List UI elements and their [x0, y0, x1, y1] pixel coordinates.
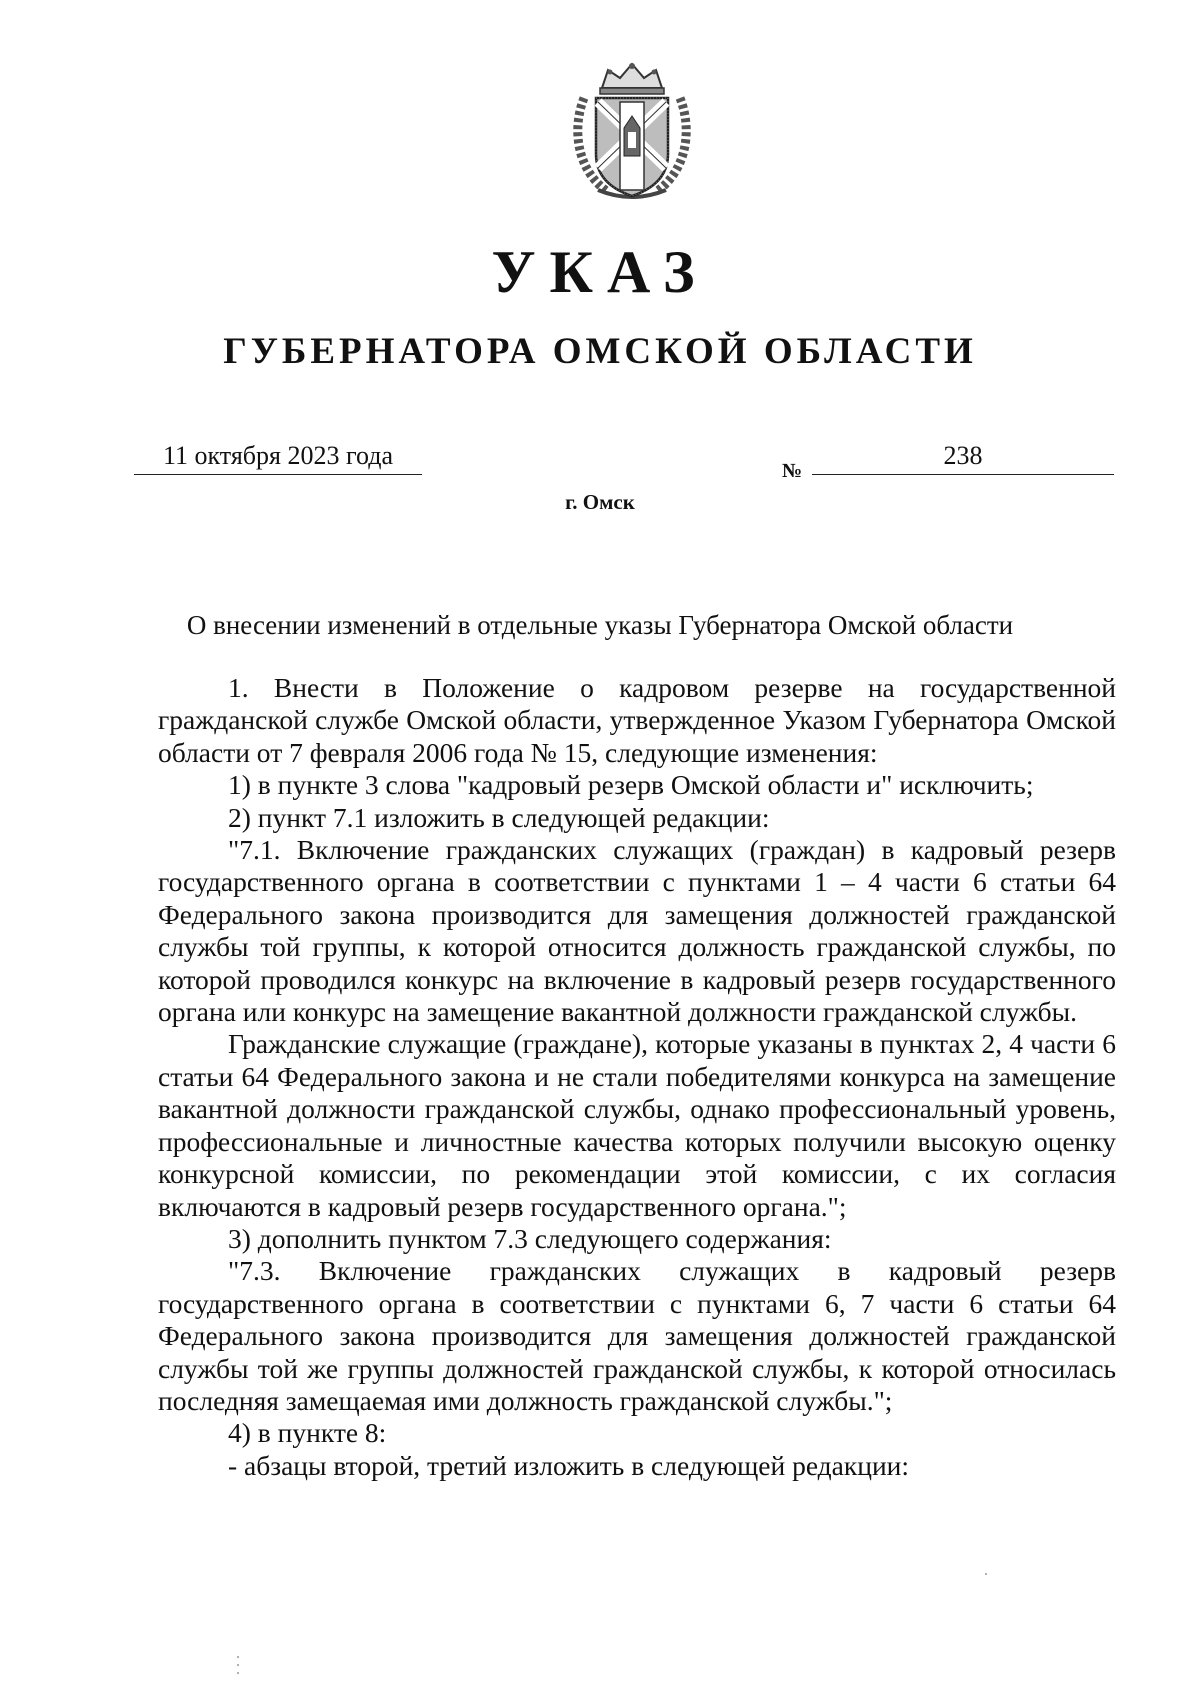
document-number: 238 [812, 440, 1114, 475]
document-heading: О внесении изменений в отдельные указы Губернатора Омской области [186, 610, 1014, 640]
paragraph: - абзацы второй, третий изложить в следующей редакции: [228, 1449, 910, 1481]
scan-artifact [985, 1573, 987, 1575]
city-label: г. Омск [565, 490, 635, 514]
paragraph: 3) дополнить пунктом 7.3 следующего содержания: [228, 1222, 832, 1254]
paragraph: "7.1. Включение гражданских служащих (граждан) в кадровый резерв государственного органа в соответствии с пунктами 1 – 4 части 6 статьи 64 Федерального закона производится для замещения должностей гражданской службы той группы, к которой относится должность гражданской службы, по которой проводился конкурс на включение в кадровый резерв государственного органа или конкурс на замещение вакантной должности гражданской службы. [158, 834, 1116, 1028]
paragraph: 1. Внести в Положение о кадровом резерве на государственной гражданской службе Омской области, утвержденное Указом Губернатора Омской области от 7 февраля 2006 года № 15, следующие изменения: [158, 672, 1116, 768]
paragraph: "7.3. Включение гражданских служащих в кадровый резерв государственного органа в соответствии с пунктами 6, 7 части 6 статьи 64 Федерального закона производится для замещения должностей гражданской службы той же группы должностей гражданской службы, к которой относилась последняя замещаемая ими должность гражданской службы."; [158, 1255, 1116, 1416]
paragraph: 2) пункт 7.1 изложить в следующей редакции: [228, 801, 770, 833]
document-date: 11 октября 2023 года [134, 440, 422, 475]
number-sign: № [782, 460, 803, 482]
paragraph: Гражданские служащие (граждане), которые указаны в пунктах 2, 4 части 6 статьи 64 Федерального закона и не стали победителями конкурса на замещение вакантной должности гражданской службы, однако профессиональный уровень, профессиональные и личностные качества которых получили высокую оценку конкурсной комиссии, по рекомендации этой комиссии, с их согласия включаются в кадровый резерв государственного органа."; [158, 1028, 1116, 1222]
paragraph: 1) в пункте 3 слова "кадровый резерв Омской области и" исключить; [228, 769, 1034, 801]
issuer-title: ГУБЕРНАТОРА ОМСКОЙ ОБЛАСТИ [223, 331, 977, 372]
scan-artifact [237, 1664, 239, 1666]
document-body [158, 672, 1116, 1482]
coat-of-arms-icon [568, 58, 696, 204]
scan-artifact [237, 1656, 239, 1658]
paragraph: 4) в пункте 8: [228, 1417, 387, 1449]
scan-artifact [237, 1672, 239, 1674]
document-type-title: УКАЗ [491, 239, 709, 305]
